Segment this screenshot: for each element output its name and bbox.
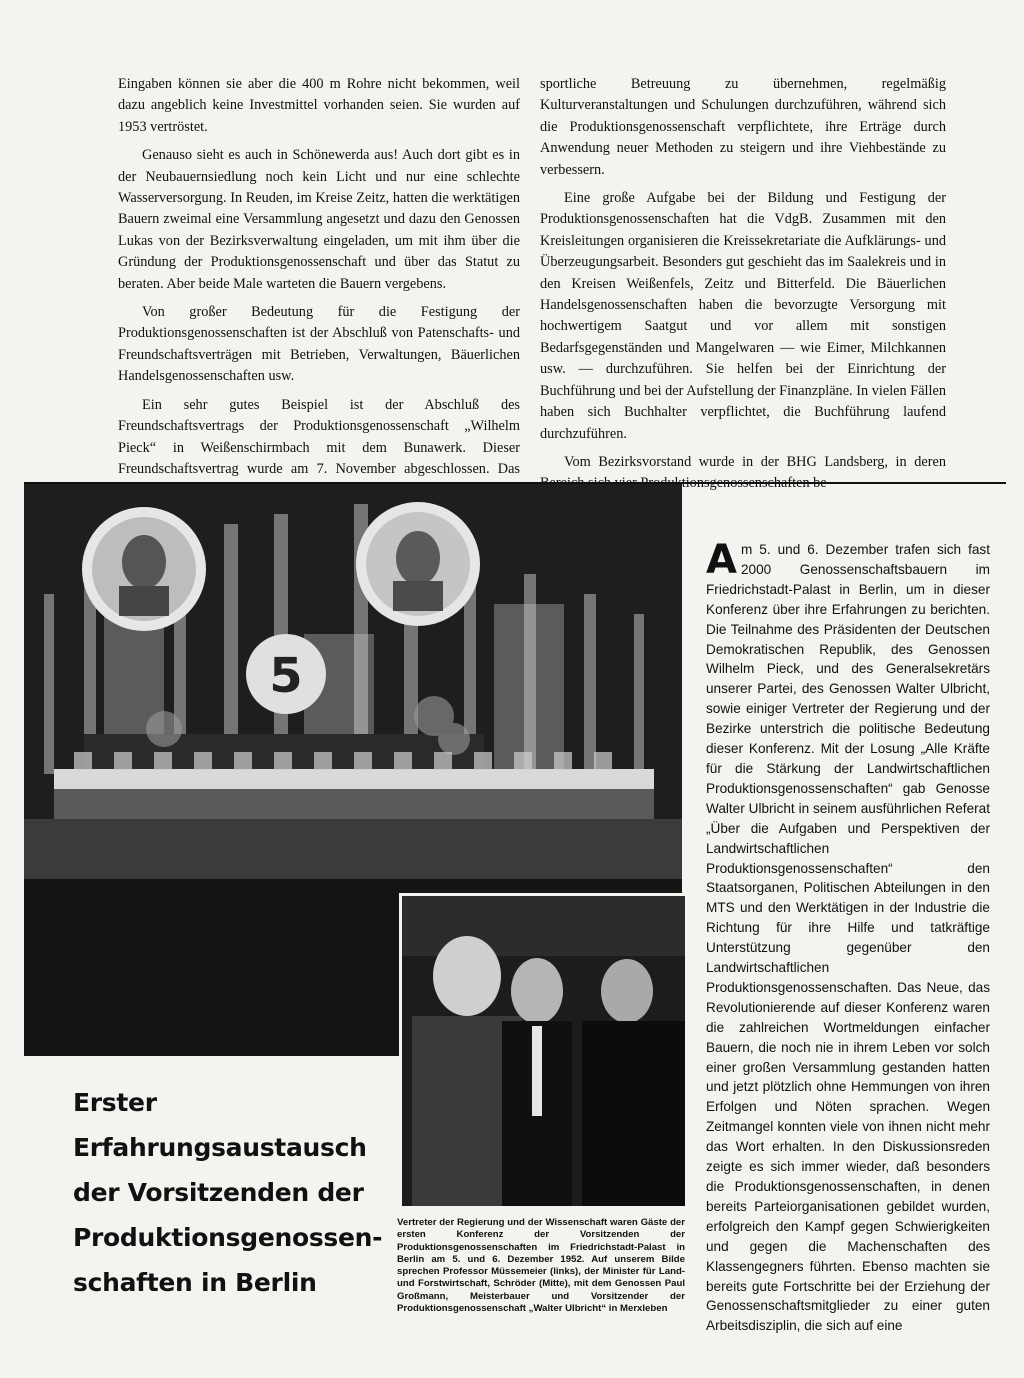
emblem-number: 5 [269, 648, 303, 704]
paragraph: sportliche Betreuung zu übernehmen, regelmäßig Kulturveranstaltungen und Schulungen durchzuführen, während sich die Produktionsgenossenschaft verpflichtete, ihre Erträge durch Anwendung neuer Methoden zu steigern und ihre Viehbestände zu verbessern. [540, 76, 946, 178]
top-left-column [118, 74, 520, 509]
drop-cap: A [706, 537, 737, 583]
top-right-column [540, 74, 946, 502]
headline-line: schaften in Berlin [73, 1268, 317, 1297]
paragraph: Genauso sieht es auch in Schönewerda aus! Auch dort gibt es in der Neubauernsiedlung noch kein Licht und nur eine schlechte Wasserversorgung. In Reuden, im Kreise Zeitz, hatten die werktätigen Bauern zweimal eine Versammlung angesetzt und dazu den Genossen Lukas von der Bezirksverwaltung eingeladen, um mit ihm über die Gründung der Produktionsgenossenschaft und über das Statut zu beraten. Aber beide Male warteten die Bauern vergebens. [118, 147, 520, 292]
paragraph: Ein sehr gutes Beispiel ist der Abschluß des Freundschaftsvertrags der Produktionsgenossenschaft „Wilhelm Pieck“ in Weißenschirmbach mit dem Bunawerk. Dieser Freundschaftsvertrag wurde am 7. November abgeschlossen. Das [118, 396, 520, 477]
officials-photo [399, 893, 688, 1209]
officials-illustration [402, 896, 685, 1206]
article-text: m 5. und 6. Dezember trafen sich fast 2000 Genossenschaftsbauern im Friedrichstadt-Palast in Berlin, um in dieser Konferenz über ihre Erfahrungen zu berichten. Die Teilnahme des Präsidenten der Deutschen Demokratischen Republik, des Genossen Wilhelm Pieck, und des Generalsekretärs unserer Partei, des Genossen Walter Ulbricht, sowie einiger Vertreter der Regierung und der Bezirke unterstrich die politische Bedeutung dieser Konferenz. Mit der Losung „Alle Kräfte für die Stärkung der Landwirtschaftlichen Produktionsgenossenschaften“ gab Genosse Walter Ulbricht in seinem ausführlichen Referat „Über die Aufgaben und Perspektiven der Landwirtschaftlichen Produktionsgenossenschaften“ den Staatsorganen, Politischen Abteilungen in den MTS und den Werktätigen in der Industrie die Richtung für ihre Hilfe und tatkräftige Unterstützung gegenüber den Landwirtschaftlichen Produktionsgenossenschaften. Das Neue, das Revolutionierende auf dieser Konferenz waren die zahlreichen Wortmeldungen einfacher Bauern, die noch nie in ihrem Leben vor solch einer großen Versammlung gestanden hatten und jetzt plötzlich ohne Hemmungen von ihren Erfolgen und Nöten sprachen. Wegen Zeitmangel konnten viele von ihnen nicht mehr das Wort erhalten. In den Diskussionsreden zeigte es sich immer wieder, daß besonders die Produktionsgenossenschaften, in denen bereits Parteiorganisationen gebildet wurden, erfolgreich den Kampf gegen Schwierigkeiten und gegen die Machenschaften des Klassengegners führten. Ebenso machten sie bereits gute Fortschritte bei der Erziehung der Genossenschaftsmitglieder zu einer guten Arbeitsdisziplin, die sich auf eine [706, 542, 990, 1334]
headline-line: Erfahrungsaustausch [73, 1133, 367, 1162]
headline-line: Produktionsgenossen- [73, 1223, 383, 1252]
photo-caption: Vertreter der Regierung und der Wissenschaft waren Gäste der ersten Konferenz der Vorsitzenden der Produktionsgenossenschaften im Friedrichstadt-Palast in Berlin am 5. und 6. Dezember 1952. Auf unserem Bilde sprechen Professor Müssemeier (links), der Minister für Land- und Forstwirtschaft, Schröder (Mitte), mit dem Genossen Paul Großmann, Meisterbauer und Vorsitzender der Produktionsgenossenschaft „Walter Ulbricht“ in Merxleben [397, 1217, 685, 1315]
headline [73, 1080, 393, 1305]
paragraph: Eingaben können sie aber die 400 m Rohre nicht bekommen, weil dazu angeblich keine Investmittel vorhanden seien. Sie wurden auf 1953 vertröstet. [118, 76, 520, 135]
article-column [706, 537, 990, 1336]
paragraph: Vom Bezirksvorstand wurde in der BHG Landsberg, in deren [564, 453, 946, 470]
paragraph: Von großer Bedeutung für die Festigung der Produktionsgenossenschaften ist der Abschluß von Patenschafts- und Freundschaftsverträgen mit Betrieben, Verwaltungen, Bäuerlichen Handelsgenossenschaften usw. [118, 304, 520, 385]
headline-line: Erster [73, 1088, 157, 1117]
paragraph: Eine große Aufgabe bei der Bildung und Festigung der Produktionsgenossenschaften hat die VdgB. Zusammen mit den Kreisleitungen organisieren die Kreissekretariate die Aufklärungs- und Überzeugungsarbeit. Besonders gut geschieht das im Saalekreis und in den Kreisen Weißenfels, Zeitz und Bitterfeld. Die Bäuerlichen Handelsgenossenschaften haben die bevorzugte Versorgung mit hochwertigem Saatgut und vor allem mit sonstigen Bedarfsgegenständen und Mangelwaren — wie Eimer, Milchkannen usw. — durchzuführen. Sie helfen bei der Einrichtung der Buchführung und bei der Aufstellung der Finanzpläne. In vielen Fällen haben sich Buchhalter verpflichtet, die Buchführung laufend durchzuführen. [540, 190, 946, 442]
headline-line: der Vorsitzenden der [73, 1178, 364, 1207]
